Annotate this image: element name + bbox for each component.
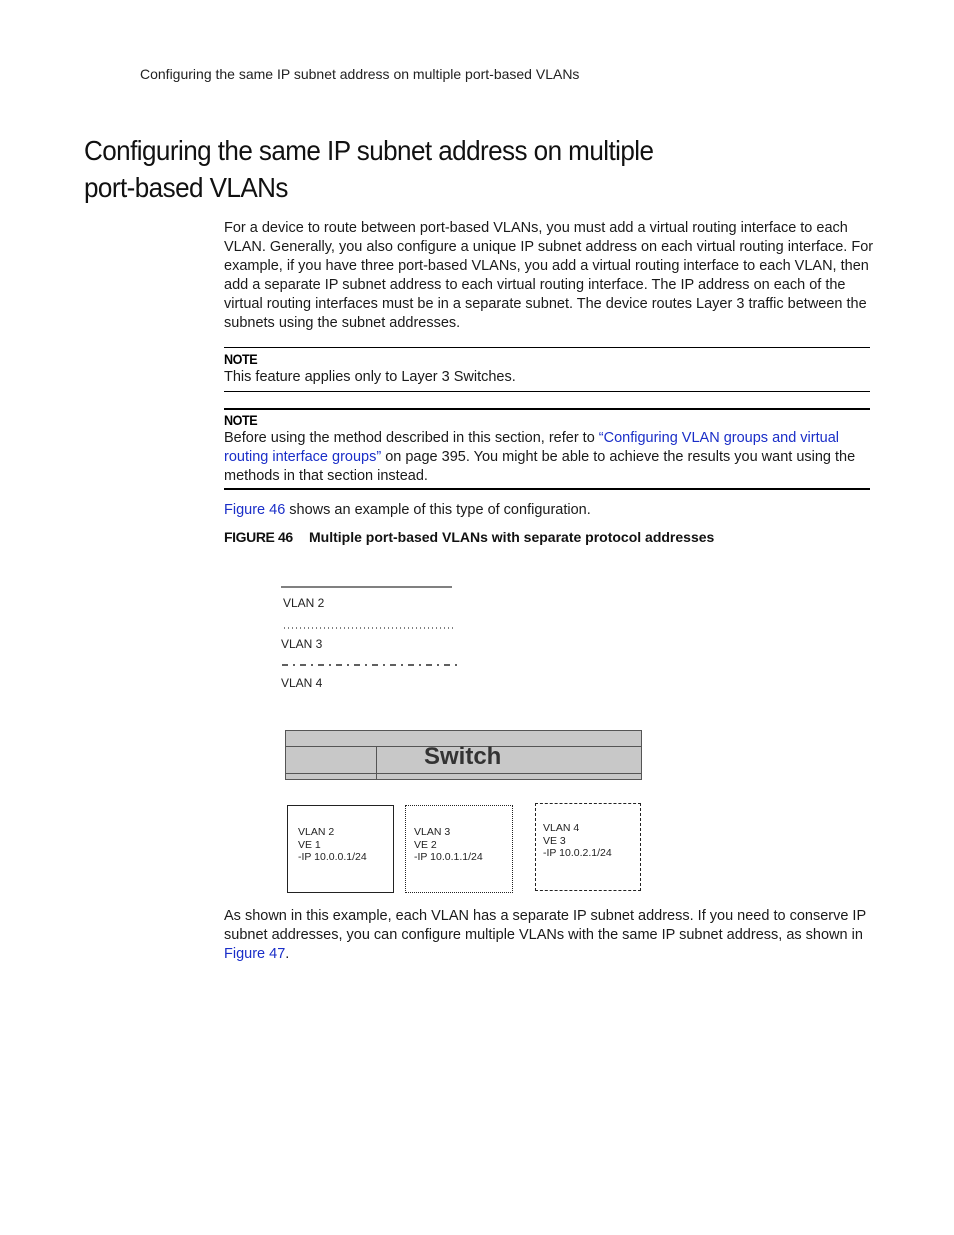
vlan4-ip: -IP 10.0.2.1/24 [543, 847, 612, 859]
figure-47-link[interactable]: Figure 47 [224, 946, 286, 962]
heading-line-1: Configuring the same IP subnet address on multiple [84, 135, 654, 166]
figure-caption [224, 529, 714, 545]
note2-text [224, 429, 872, 486]
note2-top-rule [224, 408, 870, 410]
switch-box [285, 730, 642, 780]
note2-label: NOTE [224, 412, 258, 428]
switch-top-band [286, 731, 641, 747]
note1-text: This feature applies only to Layer 3 Switches. [224, 369, 516, 385]
legend-label-vlan2: VLAN 2 [283, 596, 325, 610]
switch-label: Switch [424, 743, 502, 770]
note2-text-after: on page 395. You might be able to achieve the results you want using the methods in that section instead. [224, 449, 856, 484]
vlan2-box [287, 805, 394, 893]
switch-divider [376, 746, 377, 779]
figure-caption-title: Multiple port-based VLANs with separate protocol addresses [309, 529, 715, 545]
note2-bottom-rule [224, 488, 870, 490]
figure-reference [224, 501, 870, 520]
vlan4-box [535, 803, 641, 891]
figure-caption-label: FIGURE 46 [224, 529, 293, 545]
figure-46-link[interactable]: Figure 46 [224, 502, 286, 518]
note1-bottom-rule [224, 391, 870, 392]
section-heading [84, 132, 735, 206]
note2-text-before: Before using the method described in this section, refer to [224, 430, 599, 446]
figure-reference-text: shows an example of this type of configuration. [285, 502, 591, 518]
vlan4-name: VLAN 4 [543, 822, 580, 834]
vlan3-box [405, 805, 513, 893]
vlan2-name: VLAN 2 [298, 826, 335, 838]
vlan4-ve: VE 3 [543, 834, 566, 847]
running-head: Configuring the same IP subnet address on multiple port-based VLANs [140, 66, 580, 82]
switch-bottom-band [286, 773, 641, 774]
vlan3-name: VLAN 3 [414, 826, 451, 838]
closing-text-after: . [285, 946, 290, 962]
vlan2-ve: VE 1 [298, 838, 321, 851]
vlan3-ve: VE 2 [414, 838, 437, 851]
legend-label-vlan4: VLAN 4 [281, 676, 323, 690]
heading-line-2: port-based VLANs [84, 172, 288, 203]
closing-paragraph [224, 907, 874, 964]
intro-paragraph: For a device to route between port-based VLANs, you must add a virtual routing interface to each VLAN. Generally, you also configure a unique IP subnet address on each virtual routing interface. For example, if you have three port-based VLANs, you add a virtual routing interface to each VLAN, then add a separate IP subnet address to each virtual routing interface. The IP address on each of the virtual routing interfaces must be in a separate subnet. The device routes Layer 3 traffic between the subnets using the subnet addresses. [224, 220, 874, 331]
note1-label: NOTE [224, 351, 258, 367]
vlan-groups-link[interactable]: “Configuring VLAN groups and virtual routing interface groups” [224, 430, 839, 465]
note1-top-rule [224, 347, 870, 348]
closing-text: As shown in this example, each VLAN has a separate IP subnet address. If you need to conserve IP subnet addresses, you can configure multiple VLANs with the same IP subnet address, as shown in [224, 908, 866, 943]
legend-label-vlan3: VLAN 3 [281, 637, 323, 651]
vlan2-ip: -IP 10.0.0.1/24 [298, 851, 367, 863]
vlan3-ip: -IP 10.0.1.1/24 [414, 851, 483, 863]
